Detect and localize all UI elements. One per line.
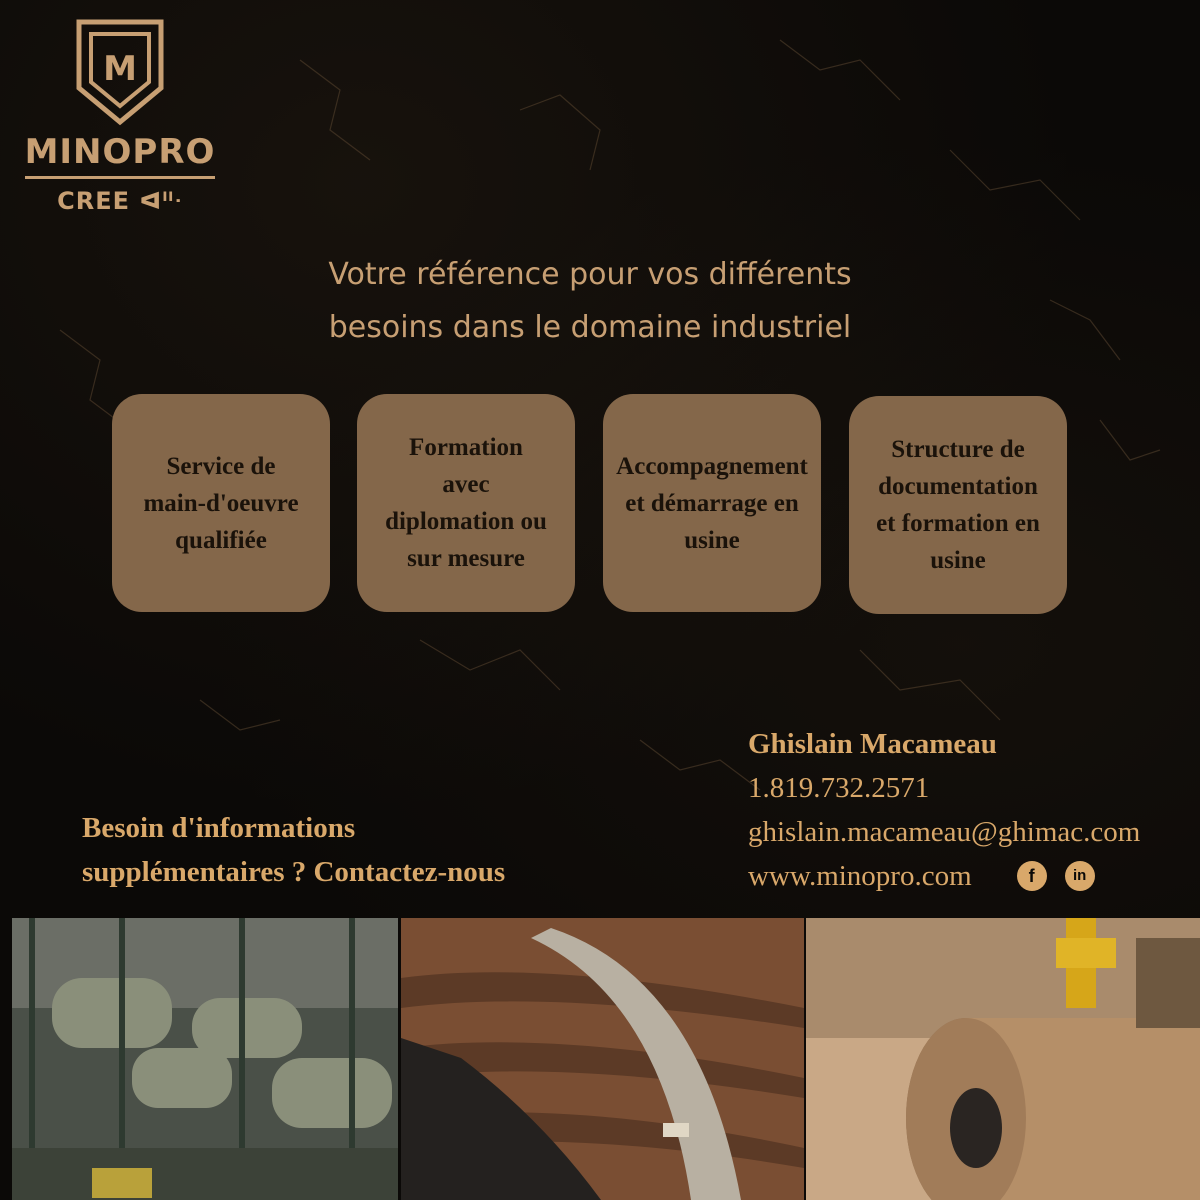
- contact-website[interactable]: www.minopro.com: [748, 860, 972, 892]
- contact-name: Ghislain Macameau: [748, 728, 997, 760]
- brand-name: MINOPRO: [24, 132, 216, 172]
- service-card-text: Service de: [166, 452, 276, 480]
- service-card-text: et formation en: [876, 510, 1040, 537]
- service-card-text: et démarrage en: [625, 489, 799, 517]
- brand-divider: [25, 176, 215, 179]
- contact-info: [748, 722, 1198, 898]
- service-card-training: [357, 394, 575, 612]
- brand-subtitle: CREE ᐊᐦᐧ: [57, 187, 183, 215]
- logo-letter: M: [103, 49, 137, 89]
- tagline: [250, 248, 930, 354]
- tagline-line-1: Votre référence pour vos différents: [328, 257, 852, 292]
- service-card-text: Formation: [409, 434, 523, 461]
- service-card-text: sur mesure: [407, 545, 525, 572]
- tagline-line-2: besoins dans le domaine industriel: [328, 310, 852, 345]
- contact-phone[interactable]: 1.819.732.2571: [748, 772, 930, 804]
- photo-mill-plant: [12, 918, 398, 1200]
- linkedin-icon[interactable]: in: [1065, 861, 1095, 891]
- call-to-action: [82, 806, 602, 894]
- service-card-text: documentation: [878, 473, 1038, 500]
- service-card-text: usine: [930, 547, 986, 574]
- logo: [20, 18, 220, 243]
- facebook-icon[interactable]: f: [1017, 861, 1047, 891]
- cta-line-1: Besoin d'informations: [82, 812, 356, 844]
- service-card-text: avec: [442, 471, 490, 498]
- photo-paper-rolls: [806, 918, 1200, 1200]
- service-card-text: Accompagnement: [616, 452, 808, 480]
- contact-email[interactable]: ghislain.macameau@ghimac.com: [748, 816, 1141, 848]
- cta-line-2: supplémentaires ? Contactez-nous: [82, 856, 506, 888]
- shield-logo-icon: [75, 18, 165, 126]
- service-card-text: usine: [684, 526, 740, 554]
- service-card-text: main-d'oeuvre: [143, 489, 299, 517]
- photo-open-pit-mine: [401, 918, 804, 1200]
- service-card-documentation: [849, 396, 1067, 614]
- service-card-labour: [112, 394, 330, 612]
- service-card-startup: [603, 394, 821, 612]
- service-card-text: diplomation ou: [385, 508, 547, 535]
- photo-strip: [0, 918, 1200, 1200]
- service-card-text: qualifiée: [175, 526, 267, 554]
- service-card-text: Structure de: [891, 436, 1025, 463]
